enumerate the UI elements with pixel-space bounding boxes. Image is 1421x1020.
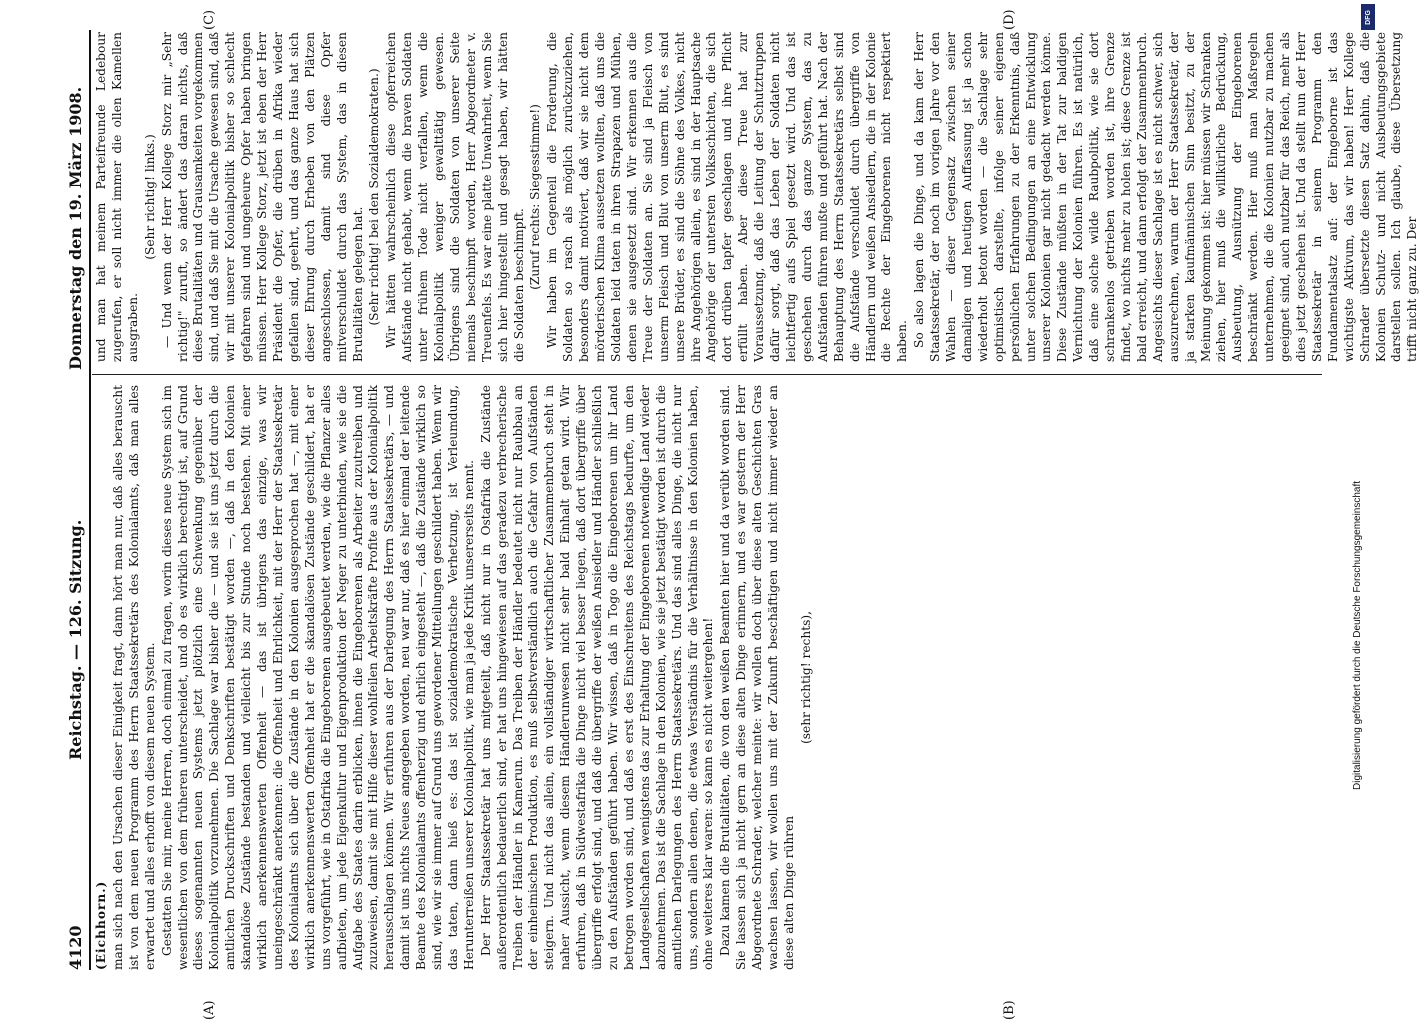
applause-note: (sehr richtig! rechts), xyxy=(798,610,813,745)
right-paragraph: — Und wenn der Herr Kollege Storz mir „Sehr richtig!" zuruft, so ändert das daran nichts, daß diese Brutalitäten und Grausamkeiten vorgekommen sind, und daß Sie mit die Ursache gewesen sind, daß wir mit unserer Kolonialpolitik bisher so schlecht gefahren sind und ungeheure Opfer haben bringen müssen. Herr Kollege Storz, jetzt ist eben der Herr Präsident die Opfer, die drüben in Afrika wieder gefallen sind, geehrt, und das ganze Haus hat sich dieser Ehrung durch Erheben von den Plätzen angeschlossen, damit sind diese Opfer mitverschuldet durch das System, das in diesen Brutalitäten gelegen hat. xyxy=(159,32,365,362)
session-title: Reichstag. — 126. Sitzung. xyxy=(65,519,85,760)
right-paragraph: So also lagen die Dinge, und da kam der Herr Staatssekretär, der noch im vorigen Jahre vor den Wahlen — dieser Gegensatz zwischen seiner damaligen und heutigen Auffassung ist ja schon wiederholt betont worden — die Sachlage sehr optimistisch darstellte, infolge seiner eigenen persönlichen Erfahrungen zu der Erkenntnis, daß unter solchen Bedingungen an eine Entwicklung unserer Kolonien gar nicht gedacht werden könne. Diese Zustände müßten in der Tat zur baldigen Vernichtung der Kolonien führen. Es ist natürlich, daß eine solche wilde Raubpolitik, wie sie dort schrankenlos getrieben worden ist, ihre Grenze findet, wo nichts mehr zu holen ist; diese Grenze ist bald erreicht, und dann erfolgt der Zusammenbruch. Angesichts dieser Sachlage ist es nicht schwer, sich auszurechnen, warum der Herr Staatssekretär, der ja starken kaufmännischen Sinn besitzt, zu der Meinung gekommen ist: hier müssen wir Schranken ziehen, hier muß die willkürliche Bedrückung, Ausbeutung, Ausnützung der Eingeborenen beschränkt werden. Hier muß man Maßregeln unternehmen, die die Kolonien nutzbar zu machen geeignet sind, auch nutzbar für das Reich, mehr als dies jetzt geschehen ist. Und da stellt nun der Herr Staatssekretär in seinem Programm den Fundamentalsatz auf: der Eingeborne ist das wichtigste Aktivum, das wir haben! Herr Kollege Schrader übersetzte diesen Satz dahin, daß die Kolonien Schutz- und nicht Ausbeutungsgebiete darstellen sollen. Ich glaube, diese Übersetzung trifft nicht ganz zu. Der xyxy=(912,32,1420,362)
digitization-note: Digitalisierung gefördert durch die Deutsche Forschungsgemeinschaft xyxy=(1352,480,1363,790)
dfg-logo: DFG xyxy=(1361,4,1375,30)
speaker-name: (Eichhorn.) xyxy=(94,880,108,970)
left-paragraph: Der Herr Staatssekretär hat uns mitgeteilt, daß nicht nur in Ostafrika die Zustände außerordentlich bedauerlich sind, er hat uns hingewiesen auf das geradezu verbrecherische Treiben der Händler in Kamerun. Das Treiben der Händler bedeutet nicht nur Raubbau an der einheimischen Produktion, es muß selbstverständlich auch die Gefahr von Aufständen steigern. Und nicht das allein, ein vollständiger wirtschaftlicher Zusammenbruch steht in naher Aussicht, wenn diesem Händlerunwesen nicht sehr bald Einhalt getan wird. Wir erfuhren, daß in Südwestafrika die Dinge nicht viel besser liegen, daß dort übergriffe über übergriffe erfolgt sind, und daß die übergriffe der weißen Ansiedler und Händler schließlich zu den Aufständen geführt haben. Wir wissen, daß in Togo die Eingeborenen um ihr Land betrogen worden sind, und daß es erst des Einschreitens des Reichstags bedurfte, um den Landgesellschaften wenigstens das zur Erhaltung der Eingeborenen notwendige Land wieder abzunehmen. Das ist die Sachlage in den Kolonien, wie sie jetzt bestätigt worden ist durch die amtlichen Darlegungen des Herrn Staatssekretärs. Und das sind alles Dinge, die nicht nur uns, sondern allen denen, die etwas Verständnis für die Verhältnisse in den Kolonien haben, ohne weiteres klar waren: so kann es nicht weitergehen! xyxy=(478,385,716,970)
interjection: (Zuruf rechts: Siegesstimme!) xyxy=(528,104,543,290)
page-header xyxy=(62,30,88,970)
right-paragraph: Wir hätten wahrscheinlich diese opferreichen Aufstände nicht gehabt, wenn die braven Soldaten unter frühem Tode nicht verfallen, wenn die Kolonialpolitik weniger gewalttätig gewesen. Übrigens sind die Soldaten von unserer Seite niemals beschimpft worden, Herr Abgeordneter v. Treuenfels. Es war eine platte Unwahrheit, wenn Sie sich hier hingestellt und gesagt haben, wir hätten die Soldaten beschimpft. xyxy=(384,32,526,362)
page-number: 4120 xyxy=(65,925,85,970)
margin-marker-b: (B) xyxy=(1002,1000,1017,1020)
header-rule xyxy=(89,30,91,970)
left-paragraph: man sich nach den Ursachen dieser Einigkeit fragt, dann hört man nur, daß alles berauscht ist von dem neuen Programm des Herrn Staatssekretärs des Kolonialamts, daß man alles erwartet und alles erhofft von diesem neuen System. xyxy=(110,385,157,970)
left-column xyxy=(94,385,1322,970)
session-date: Donnerstag den 19. März 1908. xyxy=(65,86,85,370)
left-paragraph: Gestatten Sie mir, meine Herren, doch einmal zu fragen, worin dieses neue System sich im wesentlichen von dem früheren unterscheidet, und ob es wirklich berechtigt ist, auf Grund dieses sogenannten neuen Systems jetzt plötzlich eine Schwenkung gegenüber der Kolonialpolitik vorzunehmen. Die Sachlage war bisher die — und sie ist uns jetzt durch die amtlichen Druckschriften und Denkschriften bestätigt worden —, daß in den Kolonien skandalöse Zustände bestanden und vielleicht bis zur Stunde noch bestehen. Mit einer wirklich anerkennenswerten Offenheit — das ist übrigens das einzige, was wir uneingeschränkt anerkennen: die Offenheit und Ehrlichkeit, mit der Herr der Staatssekretär des Kolonialamts sich über die Zustände in den Kolonien ausgesprochen hat —, mit einer wirklich anerkennenswerten Offenheit hat er die skandalösen Zustände geschildert, hat er uns vorgeführt, wie in Ostafrika die Eingeborenen ausgebeutet werden, wie die Pflanzer alles aufbieten, um jede Eigenkultur und Eigenproduktion der Neger zu unterbinden, wie sie die Aufgabe des Staates darin erblicken, ihnen die Eingeborenen als Arbeiter zuzutreiben und zuzuweisen, damit sie mit Hilfe dieser wohlfeilen Arbeitskräfte Profite aus der Kolonialpolitik herausschlagen können. Wir erfuhren aus der Darlegung des Herrn Staatssekretärs, — und damit ist uns nichts Neues angegeben worden, neu war nur, daß es hier einmal der leitende Beamte des Kolonialamts offenherzig und ehrlich eingesteht —, daß die Zustände wirklich so sind, wie wir sie immer auf Grund uns gewordener Mitteilungen geschildert haben. Wenn wir das taten, dann hieß es: das ist sozialdemokratische Verhetzung, ist Verleumdung, Herunterreißen unserer Kolonialpolitik, wie man ja jede Kritik unsererseits nennt. xyxy=(159,385,476,970)
right-column xyxy=(94,32,1420,362)
left-paragraph: Dazu kamen die Brutalitäten, die von den weißen Beamten hier und da verübt worden sind. Sie lassen sich ja nicht gern an diese alten Dinge erinnern, und es war gestern der Herr Abgeordnete Schrader, welcher meinte: wir wollen doch über diese alten Geschichten Gras wachsen lassen, wir wollen uns mit der Zukunft beschäftigen und nicht immer wieder an diese alten Dinge rühren xyxy=(718,385,796,970)
column-divider xyxy=(92,374,1322,375)
interjection: (Sehr richtig! bei den Sozialdemokraten.) xyxy=(367,68,382,326)
margin-marker-d: (D) xyxy=(1002,9,1017,30)
margin-marker-c: (C) xyxy=(202,9,217,30)
right-paragraph: Wir haben im Gegenteil die Forderung, die Soldaten so rasch als möglich zurückzuziehen, besonders damit motiviert, daß wir sie nicht dem mörderischen Klima aussetzen wollten, daß uns die Soldaten leid taten in ihren Strapazen und Mühen, denen sie ausgesetzt sind. Wir erkennen aus die Treue der Soldaten an. Sie sind ja Fleisch von unserm Fleisch und Blut von unserm Blut, es sind unsere Brüder, es sind die Söhne des Volkes, nicht ihre Angehörigen allein, es sind in der Hauptsache Angehörige der untersten Volksschichten, die sich dort drüben tapfer geschlagen und ihre Pflicht erfüllt haben. Aber diese Treue hat zur Voraussetzung, daß die Leitung der Schutztruppen dafür sorgt, daß das Leben der Soldaten nicht leichtfertig aufs Spiel gesetzt wird. Und das ist geschehen durch das ganze System, das zu Aufständen führen mußte und geführt hat. Nach der Behauptung des Herrn Staatssekretärs selbst sind die Aufstände verschuldet durch übergriffe von Händlern und weißen Ansiedlern, die in der Kolonie die Rechte der Eingeborenen nicht respektiert haben. xyxy=(545,32,910,362)
right-paragraph: und man hat meinem Parteifreunde Ledebour zugerufen, er soll nicht immer die ollen Kamellen ausgraben. xyxy=(94,32,140,362)
interjection: (Sehr richtig! links.) xyxy=(142,134,157,260)
margin-marker-a: (A) xyxy=(202,1000,217,1020)
